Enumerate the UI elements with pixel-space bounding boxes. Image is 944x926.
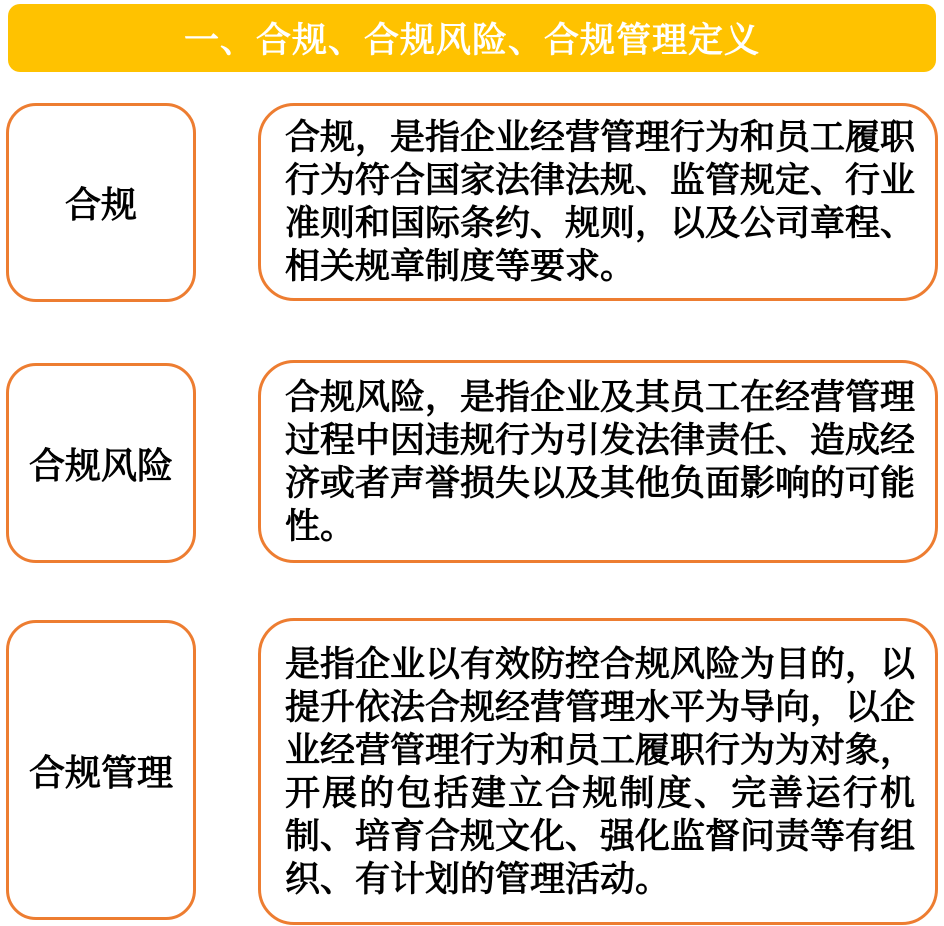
definition-box-compliance-management [258, 618, 938, 925]
definition-text: 合规风险，是指企业及其员工在经营管理过程中因违规行为引发法律责任、造成经济或者声誉损失以及其他负面影响的可能性。 [285, 377, 916, 546]
term-box-compliance-management [6, 620, 196, 920]
header-banner [8, 4, 936, 72]
definition-text: 合规，是指企业经营管理行为和员工履职行为符合国家法律法规、监管规定、行业准则和国际条约、规则，以及公司章程、相关规章制度等要求。 [285, 118, 916, 286]
definition-text: 是指企业以有效防控合规风险为目的，以提升依法合规经营管理水平为导向，以企业经营管理行为和员工履职行为为对象，开展的包括建立合规制度、完善运行机制、培育合规文化、强化监督问责等有组织、有计划的管理活动。 [285, 644, 916, 899]
page-title: 一、合规、合规风险、合规管理定义 [183, 21, 760, 60]
definition-box-compliance-risk [258, 360, 938, 563]
term-box-compliance [6, 103, 196, 302]
term-label: 合规 [64, 184, 137, 225]
term-label: 合规风险 [28, 444, 173, 486]
term-label: 合规管理 [28, 751, 173, 793]
definition-box-compliance [258, 103, 938, 301]
term-box-compliance-risk [6, 363, 196, 563]
